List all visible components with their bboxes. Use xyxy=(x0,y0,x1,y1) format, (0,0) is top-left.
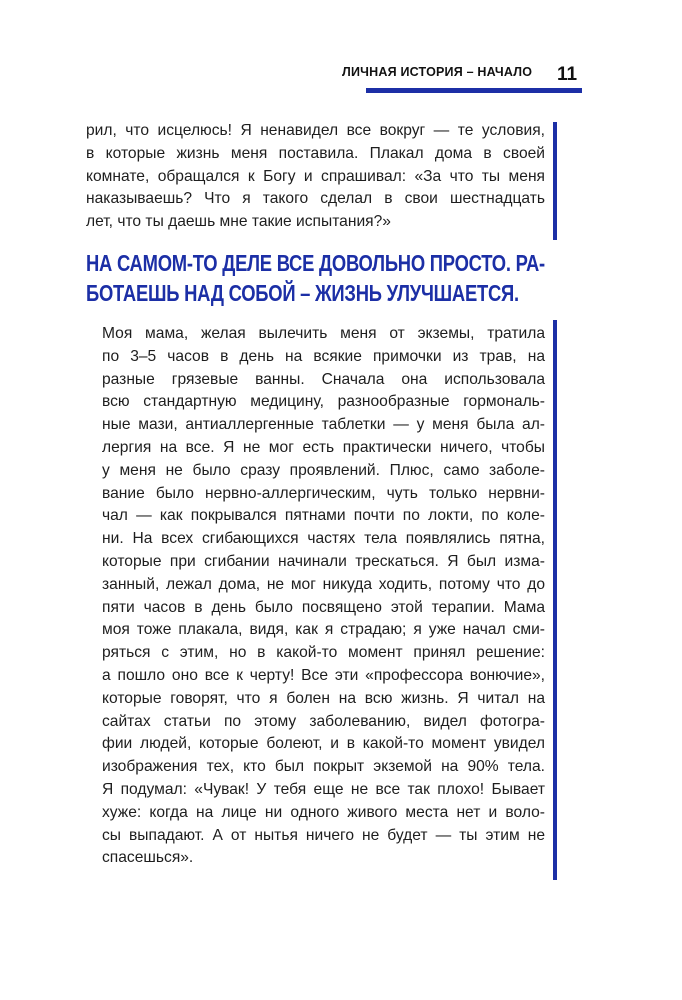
text-line: которые говорят, что я болен на всю жизнь. Я читал на xyxy=(102,689,545,707)
text-line: изображения тех, кто был покрыт экземой на 90% тела. xyxy=(102,758,545,776)
running-header-title: ЛИЧНАЯ ИСТОРИЯ – НАЧАЛО xyxy=(342,65,533,79)
text-line: по 3–5 часов в день на всякие примочки из трав, на xyxy=(102,347,545,365)
text-line: ряться с этим, но в какой-то момент принял решение: xyxy=(102,644,545,662)
margin-bar-top xyxy=(553,122,557,240)
text-line: вание было нервно-аллергическим, чуть только нервни- xyxy=(102,484,545,502)
text-line: а пошло оно все к черту! Все эти «профессора вонючие», xyxy=(102,666,545,684)
text-line: ни. На всех сгибающихся частях тела появлялись пятна, xyxy=(102,530,545,548)
paragraph-main xyxy=(86,323,545,870)
text-line: Я подумал: «Чувак! У тебя еще не все так плохо! Бывает xyxy=(102,780,545,798)
text-line: наказываешь? Что я такого сделал в свои шестнадцать xyxy=(86,190,545,208)
pull-quote xyxy=(86,248,545,308)
page-number: 11 xyxy=(557,64,578,85)
text-line: пяти часов в день было посвящено этой терапии. Мама xyxy=(102,598,545,616)
text-line: хуже: когда на лице ни одного живого места нет и воло- xyxy=(102,803,545,821)
text-line: чал — как покрывался пятнами почти по локти, по коле- xyxy=(102,507,545,525)
text-line: у меня не было сразу проявлений. Плюс, само заболе- xyxy=(102,461,545,479)
text-line: всю стандартную медицину, разнообразные гормональ- xyxy=(102,393,545,411)
text-line: моя тоже плакала, видя, как я страдаю; я уже начал сми- xyxy=(102,621,545,639)
paragraph-intro xyxy=(86,120,545,234)
text-line: в которые жизнь меня поставила. Плакал дома в своей xyxy=(86,144,545,162)
text-line: спасешься». xyxy=(102,849,194,867)
text-line: фии людей, которые болеют, и в какой-то момент увидел xyxy=(102,735,545,753)
text-line: рил, что исцелюсь! Я ненавидел все вокруг — те условия, xyxy=(86,122,545,139)
pull-quote-line: НА САМОМ-ТО ДЕЛЕ ВСЕ ДОВОЛЬНО ПРОСТО. РА- xyxy=(86,250,545,276)
margin-bar-bottom xyxy=(553,320,557,880)
text-line: ные мази, антиаллергенные таблетки — у меня была ал- xyxy=(102,416,545,434)
text-line: лергия на все. Я не мог есть практически ничего, чтобы xyxy=(102,438,545,456)
text-line: лет, что ты даешь мне такие испытания?» xyxy=(86,213,391,231)
header-rule xyxy=(366,88,582,93)
text-line: комнате, обращался к Богу и спрашивал: «За что ты меня xyxy=(86,167,545,185)
text-line: сайтах статьи по этому заболеванию, видел фотогра- xyxy=(102,712,545,730)
text-line: Моя мама, желая вылечить меня от экземы, тратила xyxy=(102,325,545,342)
text-line: сы выпадают. А от нытья ничего не будет — ты этим не xyxy=(102,826,545,844)
pull-quote-line: БОТАЕШЬ НАД СОБОЙ – ЖИЗНЬ УЛУЧШАЕТСЯ. xyxy=(86,280,519,306)
text-line: разные грязевые ванны. Сначала она использовала xyxy=(102,370,545,388)
text-line: которые при сгибании начинали трескаться. Я был изма- xyxy=(102,552,545,570)
text-line: занный, лежал дома, не мог никуда ходить, потому что до xyxy=(102,575,545,593)
